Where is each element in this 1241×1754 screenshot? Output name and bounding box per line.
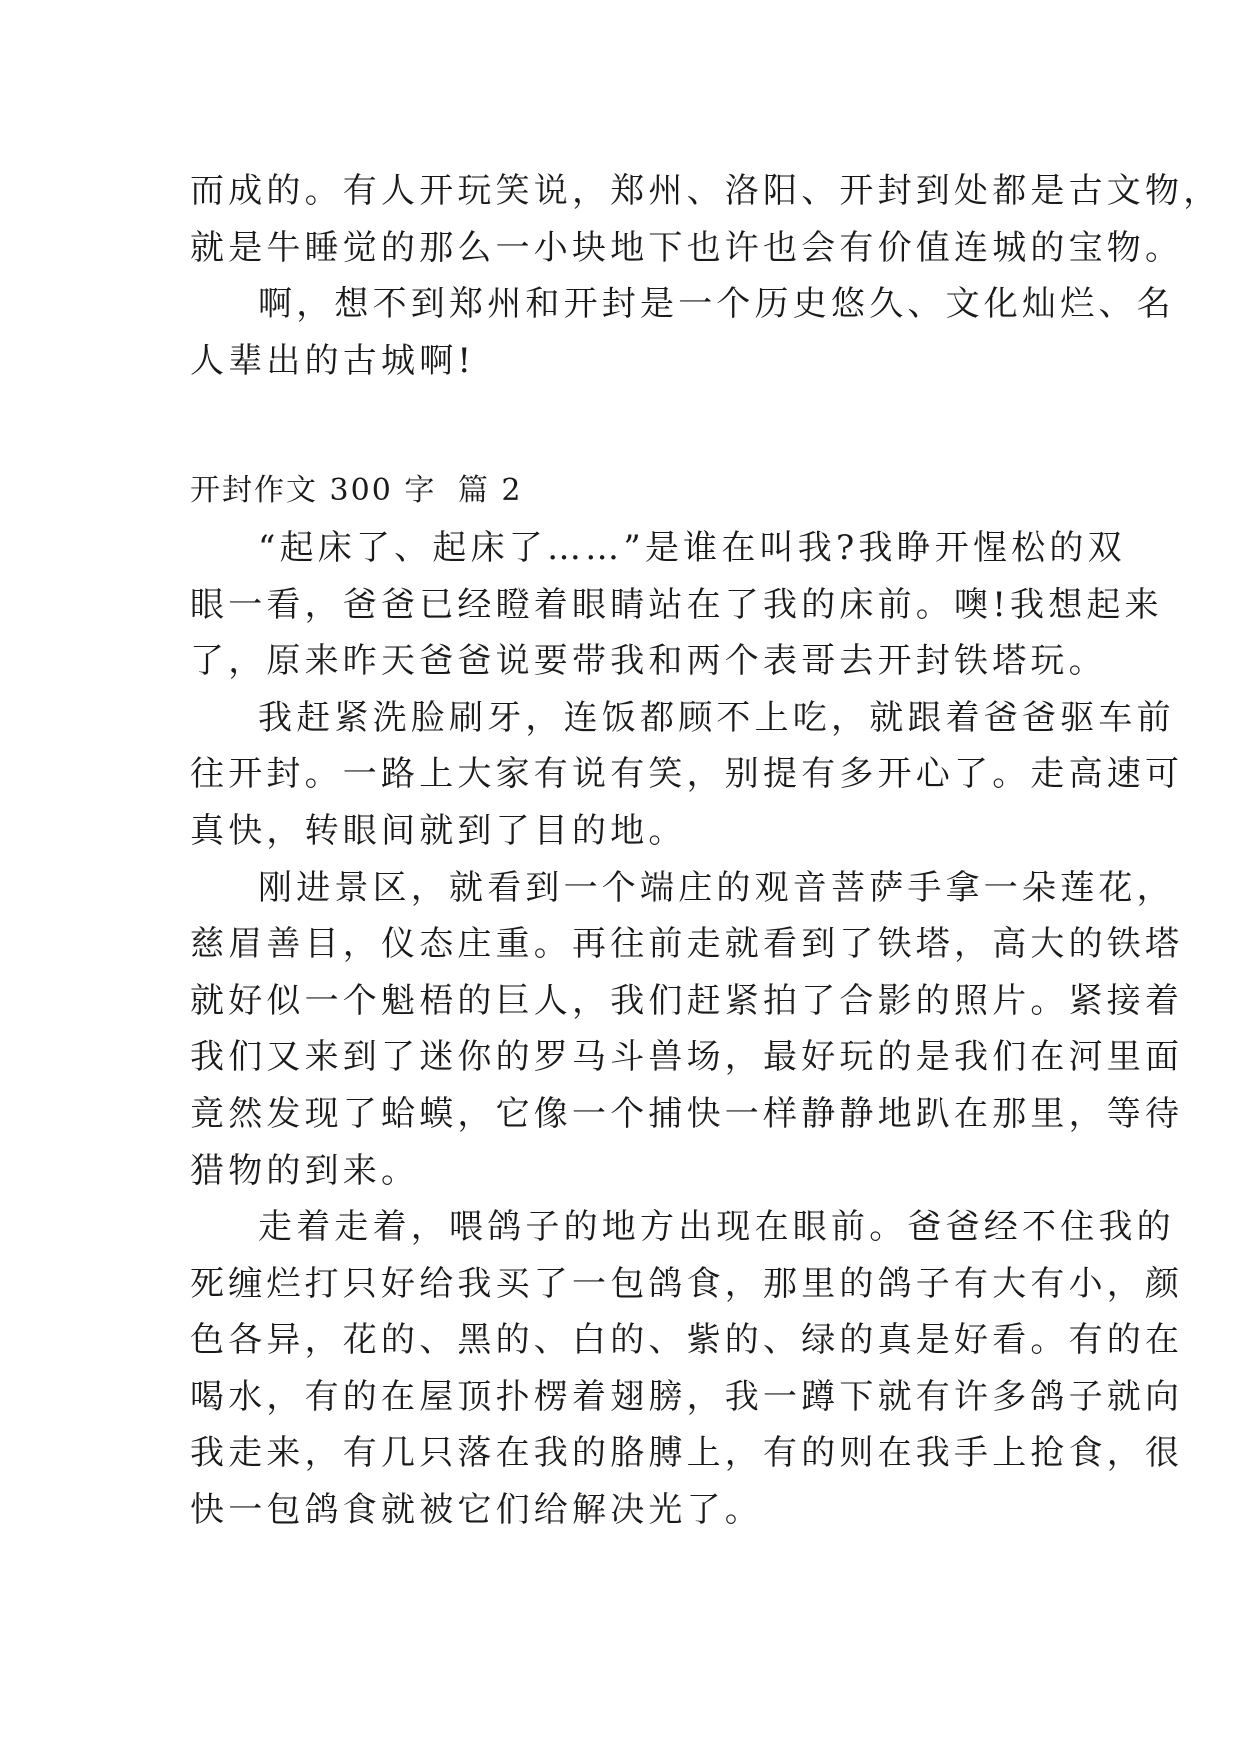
text-line: 真快，转眼间就到了目的地。 [190,810,687,851]
text-line: 走着走着，喂鸽子的地方出现在眼前。爸爸经不住我的 [258,1207,1175,1248]
section-number: 篇 2 [457,473,523,509]
paragraph [190,163,1222,276]
text-line: 人辈出的古城啊! [190,340,476,381]
spacer [190,389,1070,463]
section-heading [190,463,1070,520]
text-line: 我赶紧洗脸刷牙，连饭都顾不上吃，就跟着爸爸驱车前 [258,697,1175,738]
text-line: 就好似一个魁梧的巨人，我们赶紧拍了合影的照片。紧接着 [190,980,1184,1021]
text-line: “起床了、起床了……”是谁在叫我?我睁开惺松的双 [258,527,1126,568]
text-line: 我走来，有几只落在我的胳膊上，有的则在我手上抢食，很 [190,1433,1184,1474]
paragraph [190,520,1163,690]
paragraph [190,1199,1184,1539]
text-line: 快一包鸽食就被它们给解决光了。 [190,1490,763,1531]
text-line: 就是牛睡觉的那么一小块地下也许也会有价值连城的宝物。 [190,227,1184,268]
paragraph [190,690,1184,860]
section-title: 开封作文 300 字 [190,473,437,509]
paragraph [190,276,1175,389]
text-line: 而成的。有人开玩笑说，郑州、洛阳、开封到处都是古文物， [190,171,1222,211]
text-line: 我们又来到了迷你的罗马斗兽场，最好玩的是我们在河里面 [190,1037,1184,1078]
text-line: 竟然发现了蛤蟆，它像一个捕快一样静静地趴在那里，等待 [190,1093,1184,1134]
text-line: 喝水，有的在屋顶扑楞着翅膀，我一蹲下就有许多鸽子就向 [190,1376,1184,1417]
text-line: 眼一看，爸爸已经瞪着眼睛站在了我的床前。噢!我想起来 [190,584,1163,625]
text-line: 死缠烂打只好给我买了一包鸽食，那里的鸽子有大有小，颜 [190,1263,1184,1304]
document-page [190,163,1222,1539]
text-line: 了，原来昨天爸爸说要带我和两个表哥去开封铁塔玩。 [190,641,1107,682]
paragraph [190,860,1184,1200]
text-line: 往开封。一路上大家有说有笑，别提有多开心了。走高速可 [190,754,1184,795]
text-line: 色各异，花的、黑的、白的、紫的、绿的真是好看。有的在 [190,1320,1184,1361]
text-line: 啊，想不到郑州和开封是一个历史悠久、文化灿烂、名 [258,284,1175,325]
text-line: 猎物的到来。 [190,1150,420,1191]
text-line: 慈眉善目，仪态庄重。再往前走就看到了铁塔，高大的铁塔 [190,924,1184,965]
text-line: 刚进景区，就看到一个端庄的观音菩萨手拿一朵莲花， [258,867,1175,908]
